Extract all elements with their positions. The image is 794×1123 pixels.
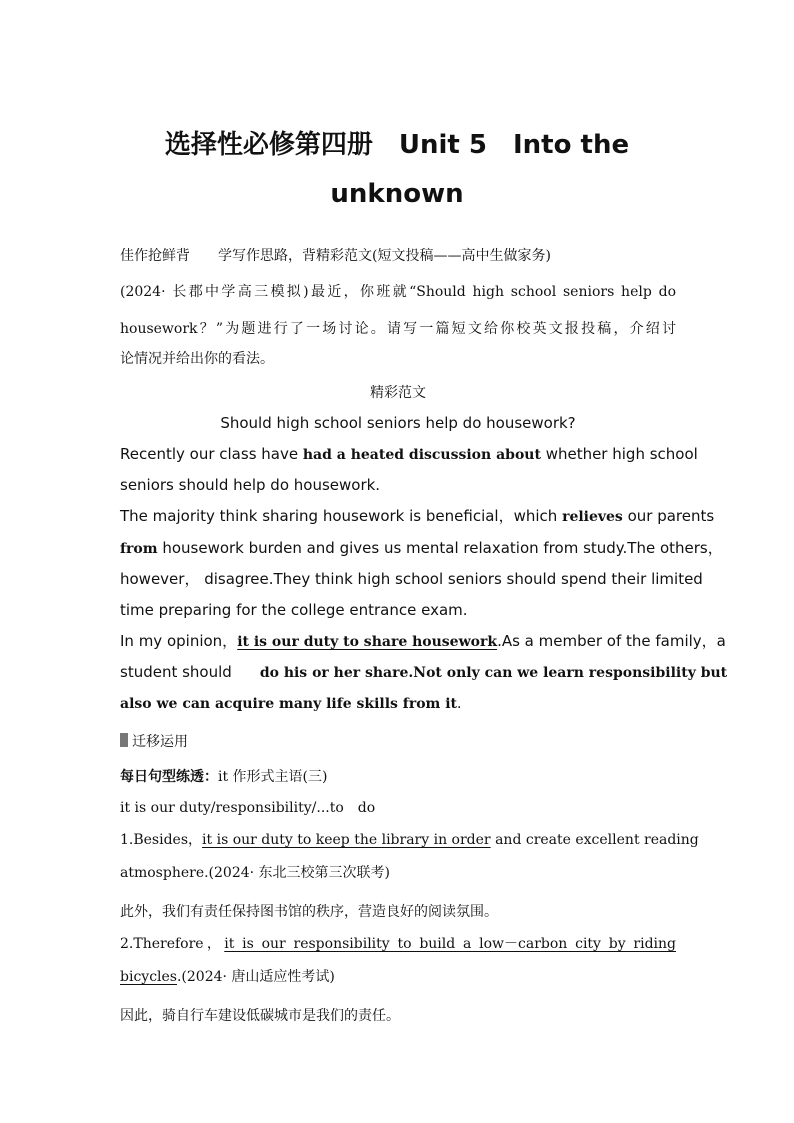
essay-heading: 精彩范文: [370, 385, 426, 401]
text-span: Recently our class have: [120, 445, 303, 463]
section-marker-icon: [120, 733, 128, 747]
answer-phrase: it is our responsibility to build a low－carbon city by riding: [224, 936, 677, 952]
exercise-1-line1: [120, 830, 699, 850]
practice-section-header: [120, 732, 676, 752]
key-phrase: had a heated discussion about: [302, 447, 541, 463]
text-span: .As a member of the family，a: [497, 632, 726, 650]
text-span: housework burden and gives us mental relaxation from study.The others，: [157, 539, 723, 557]
answer-phrase: bicycles: [120, 969, 177, 985]
essay-p2-line4: time preparing for the college entrance exam.: [120, 601, 468, 619]
exercise-2-line1: [120, 934, 676, 954]
intro-subtitle: 学写作思路，背精彩范文(短文投稿——高中生做家务): [218, 248, 551, 264]
exercise-2-line2: [120, 967, 676, 987]
text-span: 2.Therefore，: [120, 936, 225, 952]
text-span: In my opinion，: [120, 632, 238, 650]
essay-p2-line2: [120, 538, 723, 559]
task-line-2: housework？”为题进行了一场讨论。请写一篇短文给你校英文报投稿，介绍讨: [120, 321, 676, 337]
essay-p1-line2: seniors should help do housework.: [120, 476, 381, 494]
exercise-1-translation: 此外，我们有责任保持图书馆的秩序，营造良好的阅读氛围。: [120, 904, 498, 920]
key-phrase: relieves: [562, 509, 623, 525]
daily-pattern-line: [120, 767, 676, 787]
text-span: student should: [120, 663, 232, 681]
essay-p2-line3: however， disagree.They think high school seniors should spend their limited: [120, 570, 703, 588]
key-phrase: also we can acquire many life skills from it: [120, 696, 458, 712]
essay-title: Should high school seniors help do housework?: [220, 414, 576, 432]
intro-label: 佳作抢鲜背: [120, 248, 190, 264]
exercise-1-line2: atmosphere.(2024· 东北三校第三次联考): [120, 865, 391, 881]
daily-topic: it 作形式主语(三): [218, 769, 328, 785]
essay-p3-line2: [120, 662, 728, 683]
page-title-line1: 选择性必修第四册 Unit 5 Into the: [164, 130, 630, 160]
daily-label: 每日句型练透：: [120, 769, 218, 785]
text-span: The majority think sharing housework is beneficial，which: [120, 507, 563, 525]
essay-p1-line1: [120, 444, 698, 465]
text-span: our parents: [622, 507, 715, 525]
pattern-line: it is our duty/responsibility/...to do: [120, 800, 376, 816]
task-line-1: (2024· 长郡中学高三模拟)最近，你班就“Should high school seniors help do: [120, 284, 676, 300]
text-span: .(2024· 唐山适应性考试): [176, 969, 335, 985]
text-span: .: [457, 696, 462, 712]
text-span: 1.Besides，: [120, 832, 203, 848]
exercise-2-translation: 因此，骑自行车建设低碳城市是我们的责任。: [120, 1008, 400, 1024]
essay-p3-line3: [120, 694, 676, 714]
page-title-line2: unknown: [330, 179, 464, 209]
task-line-3: 论情况并给出你的看法。: [120, 351, 274, 367]
text-span: and create excellent reading: [490, 832, 699, 848]
key-phrase: it is our duty to share housework: [237, 634, 498, 650]
key-phrase: do his or her share.Not only can we learn responsibility but: [259, 665, 728, 681]
essay-p2-line1: [120, 506, 715, 527]
intro-line: [120, 246, 676, 266]
text-span: whether high school: [540, 445, 698, 463]
essay-p3-line1: [120, 631, 726, 652]
key-phrase: from: [120, 541, 158, 557]
section-title: 迁移运用: [132, 734, 188, 750]
answer-phrase: it is our duty to keep the library in order: [202, 832, 491, 848]
